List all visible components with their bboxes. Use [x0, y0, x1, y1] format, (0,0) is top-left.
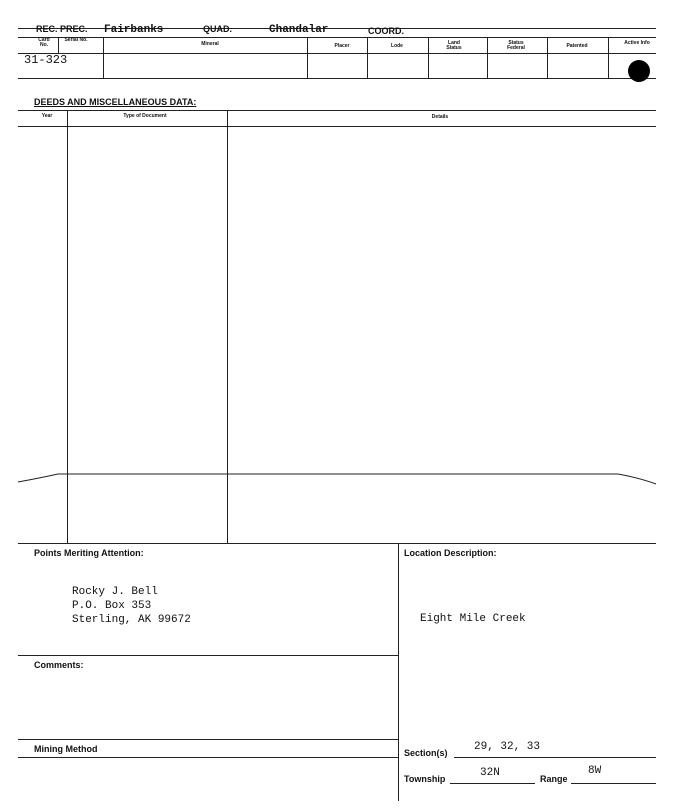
header-sep-7: [547, 37, 548, 78]
header-rule-bottom: [18, 78, 656, 79]
points-line-3: Sterling, AK 99672: [72, 614, 191, 626]
active-info-header: Active Info: [624, 40, 650, 46]
details-header: Details: [431, 114, 449, 120]
coord-label: COORD.: [368, 26, 404, 36]
rec-prec-value: Fairbanks: [104, 24, 164, 36]
points-line-2: P.O. Box 353: [72, 600, 152, 612]
header-sep-3: [307, 37, 308, 78]
location-value: Eight Mile Creek: [420, 613, 526, 625]
section-value: 29, 32, 33: [474, 741, 541, 753]
fold-crease: [0, 466, 678, 496]
range-underline: [571, 783, 656, 784]
rec-prec-label: REC. PREC.: [36, 24, 88, 34]
quad-value: Chandalar: [269, 24, 329, 36]
mining-method-label: Mining Method: [34, 744, 98, 754]
township-underline: [450, 783, 535, 784]
mineral-header: Mineral: [201, 41, 219, 47]
points-line-1: Rocky J. Bell: [72, 586, 158, 598]
header-rule-3: [18, 53, 656, 54]
deeds-top-rule: [18, 110, 656, 111]
section-label: Section(s): [404, 748, 448, 758]
placer-header: Placer: [334, 43, 350, 49]
range-value: 8W: [588, 765, 602, 777]
deeds-bottom-rule: [18, 543, 656, 544]
active-dot-marker: [628, 60, 650, 82]
header-sep-4: [367, 37, 368, 78]
points-label: Points Meriting Attention:: [34, 548, 144, 558]
card-number: 31-323: [24, 53, 68, 67]
header-sep-2: [103, 37, 104, 78]
status-federal-header: Status Federal: [507, 40, 525, 51]
deeds-header-rule: [18, 126, 656, 127]
comments-label: Comments:: [34, 660, 84, 670]
section-underline: [454, 757, 656, 758]
bottom-center-divider: [398, 543, 399, 801]
header-sep-1: [58, 37, 59, 53]
header-sep-5: [428, 37, 429, 78]
deeds-title: DEEDS AND MISCELLANEOUS DATA:: [34, 97, 197, 107]
location-label: Location Description:: [404, 548, 497, 558]
card-no-header: Card No.: [38, 37, 50, 48]
quad-label: QUAD.: [203, 24, 232, 34]
type-header: Type of Document: [123, 113, 167, 119]
comments-top-rule: [18, 655, 398, 656]
lode-header: Lode: [391, 43, 403, 49]
mining-top-rule: [18, 739, 398, 740]
serial-no-header: Serial No.: [64, 37, 88, 43]
header-sep-6: [487, 37, 488, 78]
township-value: 32N: [480, 767, 500, 779]
land-status-header: Land Status: [446, 40, 462, 51]
patented-header: Patented: [566, 43, 588, 49]
range-label: Range: [540, 774, 568, 784]
township-label: Township: [404, 774, 446, 784]
year-header: Year: [41, 113, 53, 119]
mining-bottom-rule: [18, 757, 398, 758]
header-sep-8: [608, 37, 609, 78]
header-rule-2: [18, 37, 656, 38]
